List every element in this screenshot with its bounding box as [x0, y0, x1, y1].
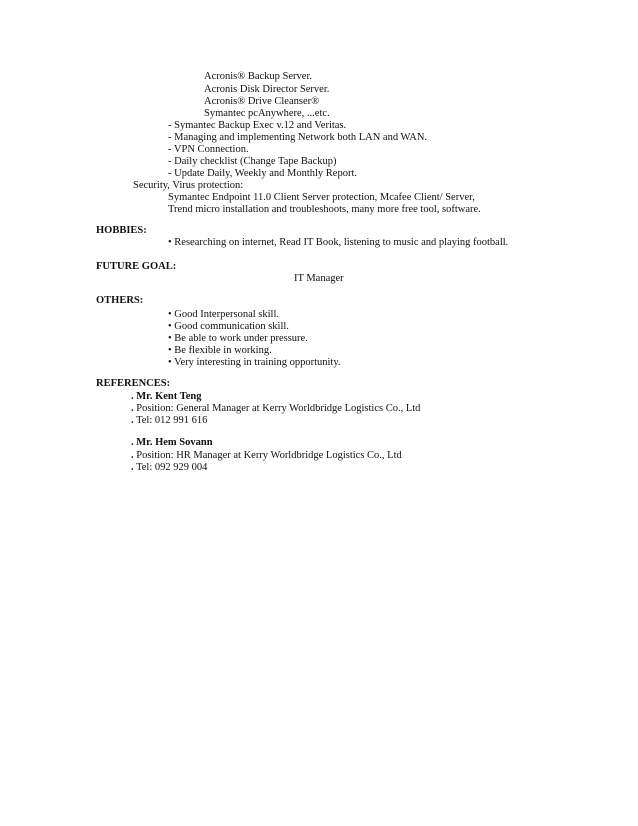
hobbies-title: HOBBIES: — [96, 225, 147, 236]
reference-bullet: . — [131, 415, 134, 426]
security-heading: Security, Virus protection: — [133, 180, 244, 191]
reference-person — [131, 391, 202, 403]
software-item: Acronis® Backup Server. — [204, 71, 312, 82]
software-item: Acronis Disk Director Server. — [204, 84, 330, 95]
reference-name: Mr. Kent Teng — [136, 391, 202, 402]
security-line: Symantec Endpoint 11.0 Client Server protection, Mcafee Client/ Server, — [168, 192, 475, 203]
others-title: OTHERS: — [96, 295, 144, 306]
task-item: - VPN Connection. — [168, 144, 249, 155]
task-item: - Daily checklist (Change Tape Backup) — [168, 156, 337, 167]
reference-bullet: . — [131, 450, 134, 461]
reference-tel-line — [131, 415, 207, 427]
reference-bullet: . — [131, 462, 134, 473]
others-item: • Be flexible in working. — [168, 345, 272, 356]
future-goal-title: FUTURE GOAL: — [96, 261, 177, 272]
hobby-item: • Researching on internet, Read IT Book, listening to music and playing football. — [168, 237, 509, 248]
reference-bullet: . — [131, 403, 134, 414]
task-item: - Symantec Backup Exec v.12 and Veritas. — [168, 120, 347, 131]
reference-position: Position: General Manager at Kerry Worldbridge Logistics Co., Ltd — [136, 403, 421, 414]
reference-position: Position: HR Manager at Kerry Worldbridge Logistics Co., Ltd — [136, 450, 402, 461]
software-item: Symantec pcAnywhere, ...etc. — [204, 108, 330, 119]
security-line: Trend micro installation and troubleshoots, many more free tool, software. — [168, 204, 481, 215]
future-goal-value: IT Manager — [294, 273, 344, 284]
reference-position-line — [131, 450, 402, 462]
others-item: • Be able to work under pressure. — [168, 333, 308, 344]
others-item: • Good communication skill. — [168, 321, 289, 332]
reference-position-line — [131, 403, 420, 415]
references-title: REFERENCES: — [96, 378, 171, 389]
reference-person — [131, 437, 213, 449]
reference-tel: Tel: 012 991 616 — [136, 415, 208, 426]
reference-tel: Tel: 092 929 004 — [136, 462, 208, 473]
reference-name: Mr. Hem Sovann — [136, 437, 213, 448]
task-item: - Managing and implementing Network both LAN and WAN. — [168, 132, 428, 143]
others-item: • Very interesting in training opportunity. — [168, 357, 341, 368]
others-item: • Good Interpersonal skill. — [168, 309, 279, 320]
software-item: Acronis® Drive Cleanser® — [204, 96, 320, 107]
task-item: - Update Daily, Weekly and Monthly Report. — [168, 168, 357, 179]
reference-bullet: . — [131, 391, 134, 402]
reference-bullet: . — [131, 437, 134, 448]
reference-tel-line — [131, 462, 207, 474]
